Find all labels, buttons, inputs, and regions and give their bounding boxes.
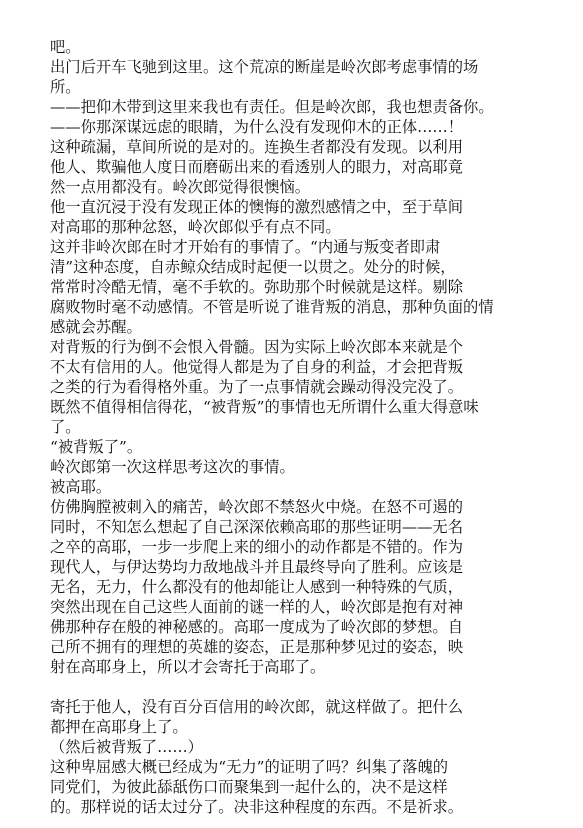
text-line: 然一点用都没有。岭次郎觉得很懊恼。 <box>50 178 311 196</box>
text-line: 对高耶的那种忿怒，岭次郎似乎有点不同。 <box>50 218 341 236</box>
text-line: 清”这种态度，自赤鲸众结成时起便一以贯之。处分的时候， <box>50 258 456 276</box>
text-line: 射在高耶身上，所以才会寄托于高耶了。 <box>50 658 326 676</box>
text-line: “被背叛了”。 <box>50 438 143 456</box>
text-line: （然后被背叛了……） <box>50 738 203 756</box>
text-line: 既然不值得相信得花，“被背叛”的事情也无所谓什么重大得意味 <box>50 398 479 416</box>
text-line: 这种疏漏，草间所说的是对的。连换生者都没有发现。以利用 <box>50 138 464 156</box>
text-line: 都押在高耶身上了。 <box>50 718 188 736</box>
text-line: 腐败物时毫不动感情。不管是听说了谁背叛的消息，那种负面的情 <box>50 298 494 316</box>
text-line: ——你那深谋远虑的眼睛，为什么没有发现仰木的正体……！ <box>50 118 464 136</box>
text-line: 之卒的高耶，一步一步爬上来的细小的动作都是不错的。作为 <box>50 538 464 556</box>
text-line: 被高耶。 <box>50 478 112 496</box>
text-line: 突然出现在自己这些人面前的谜一样的人，岭次郎是抱有对神 <box>50 598 464 616</box>
text-line: 佛那种存在般的神秘感的。高耶一度成为了岭次郎的梦想。自 <box>50 618 464 636</box>
text-line: 感就会苏醒。 <box>50 318 142 336</box>
text-line: 这种卑屈感大概已经成为“无力”的证明了吗？纠集了落魄的 <box>50 758 449 776</box>
text-line: 现代人，与伊达势均力敌地战斗并且最终导向了胜利。应该是 <box>50 558 464 576</box>
text-line: 他人、欺骗他人度日而磨砺出来的看透别人的眼力，对高耶竟 <box>50 158 464 176</box>
text-line: 了。 <box>50 418 81 436</box>
text-line: 同时，不知怎么想起了自己深深依赖高耶的那些证明——无名 <box>50 518 464 536</box>
text-line: 无名，无力，什么都没有的他却能让人感到一种特殊的气质， <box>50 578 464 596</box>
text-line: 他一直沉浸于没有发现正体的懊悔的激烈感情之中，至于草间 <box>50 198 464 216</box>
text-line: 同党们，为彼此舔舐伤口而聚集到一起什么的，决不是这样 <box>50 778 448 796</box>
text-line: 常常时冷酷无情，毫不手软的。弥助那个时候就是这样。剔除 <box>50 278 464 296</box>
text-line: 之类的行为看得格外重。为了一点事情就会躁动得没完没了。 <box>50 378 464 396</box>
text-line: 岭次郎第一次这样思考这次的事情。 <box>50 458 295 476</box>
text-line: 的。那样说的话太过分了。决非这种程度的东西。不是祈求。 <box>50 798 464 816</box>
text-line: 吧。 <box>50 38 81 56</box>
text-line: 仿佛胸膛被刺入的痛苦，岭次郎不禁怒火中烧。在怒不可遏的 <box>50 498 464 516</box>
text-line: 寄托于他人，没有百分百信用的岭次郎，就这样做了。把什么 <box>50 698 464 716</box>
text-line: 这并非岭次郎在时才开始有的事情了。“内通与叛变者即肃 <box>50 238 441 256</box>
text-line: ——把仰木带到这里来我也有责任。但是岭次郎，我也想责备你。 <box>50 98 494 116</box>
text-line: 不太有信用的人。他觉得人都是为了自身的利益，才会把背叛 <box>50 358 464 376</box>
text-line: 己所不拥有的理想的英雄的姿态，正是那种梦见过的姿态，映 <box>50 638 464 656</box>
text-line: 所。 <box>50 78 81 96</box>
text-line: 出门后开车飞驰到这里。这个荒凉的断崖是岭次郎考虑事情的场 <box>50 58 479 76</box>
text-line: 对背叛的行为倒不会恨入骨髓。因为实际上岭次郎本来就是个 <box>50 338 464 356</box>
